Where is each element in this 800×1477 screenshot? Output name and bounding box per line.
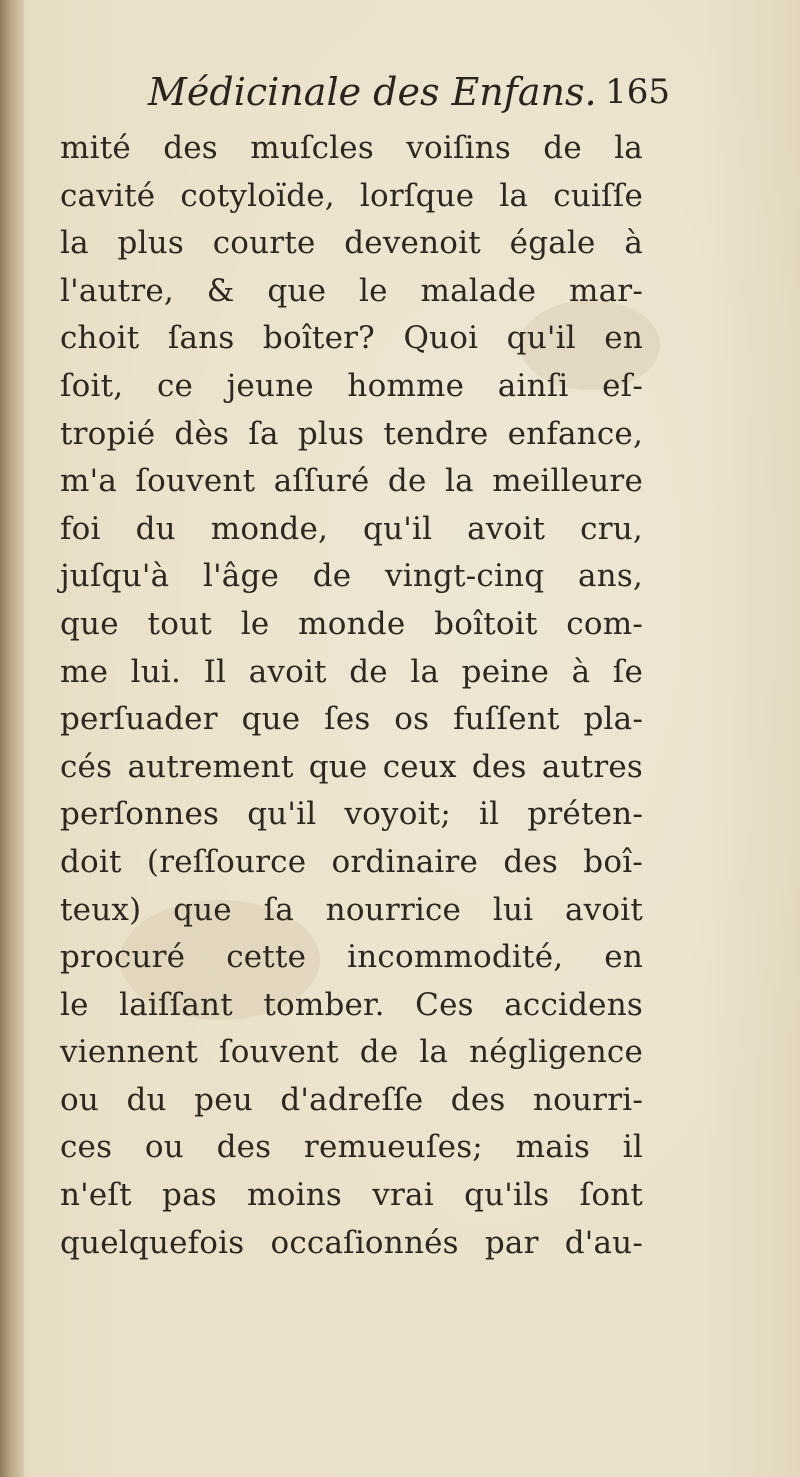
text-line: ou du peu d'adreſſe des nourri- [60, 1081, 643, 1118]
text-line: cés autrement que ceux des autres [60, 748, 643, 785]
running-head-title: Médicinale des Enfans. [148, 70, 597, 114]
text-line: juſqu'à l'âge de vingt-cinq ans, [60, 558, 643, 595]
text-line: foi du monde, qu'il avoit cru, [60, 510, 643, 547]
text-line: ſoit, ce jeune homme ainſi eſ- [60, 367, 643, 404]
page-number: 165 [605, 72, 670, 112]
text-line: que tout le monde boîtoit com- [60, 605, 643, 642]
text-line: m'a ſouvent aſſuré de la meilleure [60, 463, 643, 500]
text-line: n'eſt pas moins vrai qu'ils ſont [60, 1177, 643, 1214]
text-line: ces ou des remueuſes; mais il [60, 1129, 643, 1166]
text-line: viennent ſouvent de la négligence [60, 1034, 643, 1071]
running-head [60, 68, 670, 120]
body-text [60, 125, 643, 1267]
text-line: mité des muſcles voiſins de la [60, 130, 643, 166]
text-line: cavité cotyloïde, lorſque la cuiſſe [60, 177, 643, 214]
text-line: procuré cette incommodité, en [60, 939, 643, 976]
text-line: choit ſans boîter? Quoi qu'il en [60, 320, 643, 357]
text-line: perſonnes qu'il voyoit; il préten- [60, 796, 643, 833]
text-line: teux) que ſa nourrice lui avoit [60, 891, 643, 928]
text-line: quelquefois occaſionnés par d'au- [60, 1224, 643, 1261]
text-line: la plus courte devenoit égale à [60, 225, 643, 262]
text-line: l'autre, & que le malade mar- [60, 272, 643, 309]
text-line: tropié dès ſa plus tendre enfance, [60, 415, 643, 452]
page-gutter [0, 0, 24, 1477]
text-line: perſuader que ſes os fuſſent pla- [60, 701, 643, 738]
text-line: doit (reſſource ordinaire des boî- [60, 843, 643, 880]
text-line: me lui. Il avoit de la peine à ſe [60, 653, 643, 690]
text-line: le laiſſant tomber. Ces accidens [60, 986, 643, 1023]
